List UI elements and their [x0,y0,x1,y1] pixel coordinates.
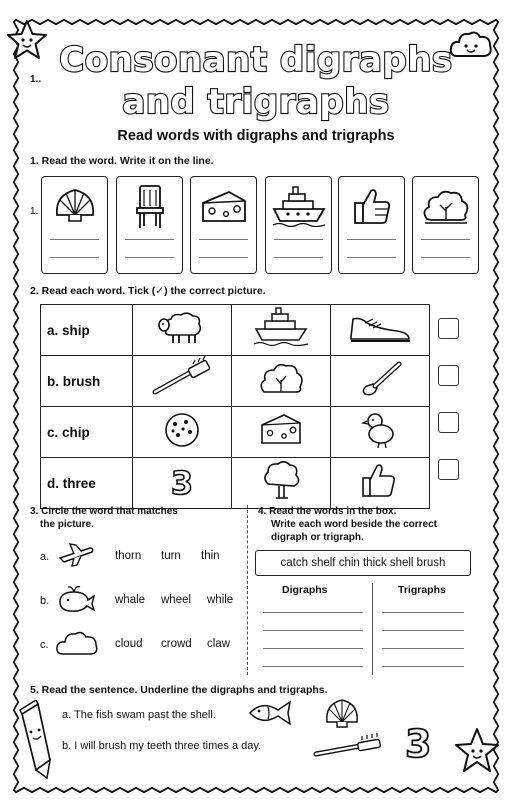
shoe-icon [331,305,429,350]
q2-picture-table [40,304,430,509]
q4-prompt-line3: digraph or trigraph. [271,532,364,543]
q4-write-line[interactable] [382,666,464,667]
q1-card-cheese [190,176,257,274]
chair-icon [131,182,169,230]
q2-tick-box-c[interactable] [438,412,459,433]
q2-cell[interactable] [232,356,331,407]
q1-card-bush [412,176,479,274]
star-mascot-icon [452,726,502,778]
q3-item-letter: b. [40,595,50,607]
shell-icon [323,696,361,730]
bush-icon [421,187,471,227]
table-row [41,407,430,458]
q4-write-line[interactable] [263,612,363,613]
q1-prompt: 1. Read the word. Write it on the line. [30,155,214,167]
q2-row-label: c. chip [41,407,133,458]
page-subtitle: Read words with digraphs and trigraphs [117,128,395,144]
q2-cell[interactable] [331,305,430,356]
corner-number: 1.. [30,74,42,85]
table-row [41,305,430,356]
toothbrush-icon [312,732,384,762]
q4-write-line[interactable] [263,630,363,631]
q2-cell[interactable] [331,458,430,509]
q2-row-label: d. three [41,458,133,509]
q2-tick-box-a[interactable] [438,318,459,339]
tree-icon [232,458,330,503]
airplane-icon [56,540,96,570]
q2-cell[interactable] [232,458,331,509]
q3-word-option[interactable]: whale [115,594,146,606]
q5-sentence-b[interactable]: b. I will brush my teeth three times a day. [62,740,262,752]
q4-write-line[interactable] [382,612,464,613]
section-divider [247,505,248,675]
bush-icon [232,356,330,401]
thumbs-up-icon [351,185,393,227]
q4-write-line[interactable] [263,666,363,667]
table-row [41,458,430,509]
number-three-icon: 3 [405,722,432,766]
q3-word-option[interactable]: thorn [115,550,142,562]
q1-row-number: 1. [30,206,39,217]
q3-word-option[interactable]: while [207,594,234,606]
q3-item-letter: c. [40,639,49,651]
cookie-icon [133,407,231,452]
q4-word-box: catch shelf chin thick shell brush [255,550,471,576]
page-title-line2: and trigraphs [122,82,390,122]
q3-prompt-line1: 3. Circle the word that matches [30,506,178,517]
page-title-line1: Consonant digraphs [59,40,453,80]
cloud-icon [54,628,100,660]
q3-word-option[interactable]: turn [161,550,181,562]
table-row [41,356,430,407]
paintbrush-icon [331,356,429,401]
q2-tick-box-b[interactable] [438,365,459,386]
chick-icon [331,407,429,452]
q1-card-chair [116,176,183,274]
q2-prompt: 2. Read each word. Tick (✓) the correct picture. [30,285,266,297]
q2-cell[interactable] [331,356,430,407]
number-three-icon: 3 [170,464,194,502]
q1-card-ship [265,176,332,274]
q4-prompt-line2: Write each word beside the correct [271,519,437,530]
q2-tick-box-d[interactable] [438,459,459,480]
q2-cell[interactable] [232,305,331,356]
q3-item-letter: a. [40,551,50,563]
cheese-icon [232,407,330,452]
q4-digraphs-header: Digraphs [282,584,328,596]
q1-card-thumbs-up [338,176,405,274]
q2-cell[interactable] [133,356,232,407]
pencil-mascot-icon [14,700,54,782]
q2-cell[interactable] [133,407,232,458]
q5-prompt: 5. Read the sentence. Underline the digraphs and trigraphs. [30,684,328,696]
q2-row-label: b. brush [41,356,133,407]
q2-row-label: a. ship [41,305,133,356]
q3-word-option[interactable]: claw [207,638,231,650]
q2-cell[interactable] [232,407,331,458]
toothbrush-icon [133,356,231,401]
q3-word-option[interactable]: thin [201,550,220,562]
q4-prompt-line1: 4. Read the words in the box. [258,506,397,517]
q2-cell[interactable] [331,407,430,458]
thumbs-up-icon [331,458,429,503]
whale-icon [56,582,96,614]
q4-trigraphs-header: Trigraphs [398,584,446,596]
q3-word-option[interactable]: wheel [161,594,192,606]
q1-card-shell [41,176,108,274]
ship-icon [271,185,327,227]
cheese-icon [199,189,249,225]
q5-sentence-a[interactable]: a. The fish swam past the shell. [62,709,216,721]
q2-cell[interactable] [133,305,232,356]
sheep-icon [133,305,231,350]
q3-word-option[interactable]: crowd [161,638,192,650]
q4-column-divider [372,583,373,675]
q4-write-line[interactable] [382,648,464,649]
q3-prompt-line2: the picture. [40,519,94,530]
ship-icon [232,305,330,350]
q4-write-line[interactable] [382,630,464,631]
q3-word-option[interactable]: cloud [115,638,143,650]
shell-icon [52,185,98,225]
q2-cell[interactable] [133,458,232,509]
fish-icon [246,698,294,728]
q4-write-line[interactable] [263,648,363,649]
